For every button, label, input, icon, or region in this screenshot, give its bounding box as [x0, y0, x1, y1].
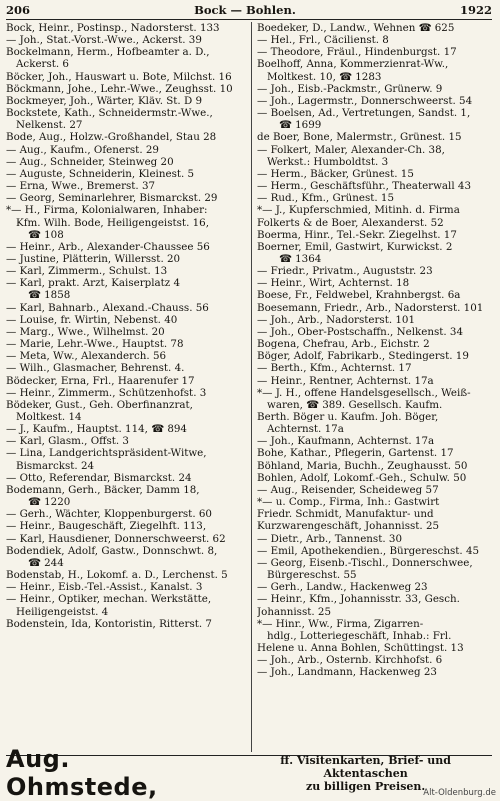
directory-entry: Bockstete, Kath., Schneidermstr.-Wwe.,	[6, 107, 213, 120]
directory-entry: Bodenstein, Ida, Kontoristin, Ritterst. 7	[6, 617, 212, 630]
directory-entry: Bodendiek, Adolf, Gastw., Donnschwt. 8,	[6, 544, 218, 557]
directory-entry: Bockelmann, Herm., Hofbeamter a. D.,	[6, 46, 210, 59]
directory-entry: — J., Kaufm., Hauptst. 114, ☎ 894	[6, 423, 187, 436]
directory-entry: — Louise, fr. Wirtin, Nebenst. 40	[6, 313, 178, 326]
directory-entry: — Heinr., Kfm., Johannisstr. 33, Gesch.	[257, 593, 460, 606]
directory-entry: — Heinr., Baugeschäft, Ziegelhft. 113,	[6, 520, 207, 533]
directory-entry: ☎ 1858	[28, 289, 71, 302]
directory-entry: — Lina, Landgerichtspräsident-Witwe,	[6, 447, 207, 460]
directory-entry: Kfm. Wilh. Bode, Heiligengeistst. 16,	[16, 216, 209, 229]
directory-entry: Böckmann, Johe., Lehr.-Wwe., Zeughsst. 10	[6, 82, 233, 95]
year: 1922	[459, 3, 492, 17]
directory-entry: ☎ 108	[28, 228, 64, 241]
directory-entry: Johannisst. 25	[257, 605, 332, 618]
directory-entry: Bodenstab, H., Lokomf. a. D., Lerchenst. 5	[6, 569, 228, 582]
directory-entry: Berth. Böger u. Kaufm. Joh. Böger,	[257, 411, 439, 423]
directory-entry: — Gerh., Wächter, Kloppenburgerst. 60	[6, 508, 212, 521]
directory-entry: — Berth., Kfm., Achternst. 17	[257, 362, 412, 375]
directory-entry: — Heinr., Optiker, mechan. Werkstätte,	[6, 593, 212, 606]
directory-entry: — Joh., Ober-Postschaffn., Nelkenst. 34	[257, 325, 464, 338]
directory-entry: — Joh., Arb., Nadorsterst. 101	[257, 313, 416, 326]
directory-entry: — Boelsen, Ad., Vertretungen, Sandst. 1,	[257, 107, 471, 120]
directory-entry: — Gerh., Landw., Hackenweg 23	[257, 581, 428, 594]
directory-entry: Heiligengeistst. 4	[16, 605, 109, 618]
directory-entry: Boerma, Hinr., Tel.-Sekr. Ziegelhst. 17	[257, 228, 457, 241]
directory-entry: Folkerts & de Boer, Alexanderst. 52	[257, 216, 444, 229]
directory-entry: Bockmeyer, Joh., Wärter, Kläv. St. D 9	[6, 94, 203, 107]
directory-entry: Böcker, Joh., Hauswart u. Bote, Milchst. 16	[6, 70, 232, 83]
directory-entry: Boesemann, Friedr., Arb., Nadorsterst. 101	[257, 301, 484, 314]
directory-entry: — Aug., Reisender, Scheideweg 57	[257, 483, 439, 496]
directory-entry: *— J., Kupferschmied, Mitinh. d. Firma	[257, 204, 460, 217]
directory-entry: — Joh., Eisb.-Packmstr., Grünerw. 9	[257, 82, 443, 95]
directory-entry: Bohe, Kathar., Pflegerin, Gartenst. 17	[257, 447, 454, 460]
directory-entry: Moltkest. 14	[16, 411, 82, 423]
directory-entry: — Otto, Referendar, Bismarckst. 24	[6, 471, 192, 484]
directory-entry: — Karl, Hausdiener, Donnerschweerst. 62	[6, 532, 226, 545]
directory-entry: Bode, Aug., Holzw.-Großhandel, Stau 28	[6, 131, 217, 144]
page-header	[6, 3, 492, 18]
directory-entry: waren, ☎ 389. Gesellsch. Kaufm.	[267, 398, 443, 411]
directory-entry: Böhland, Maria, Buchh., Zeughausst. 50	[257, 459, 468, 472]
directory-entry: — Friedr., Privatm., Auguststr. 23	[257, 265, 433, 278]
directory-entry: — Hel., Frl., Cäcilienst. 8	[257, 34, 389, 47]
directory-entry: — Joh., Lagermstr., Donnerschweerst. 54	[257, 94, 473, 107]
directory-entry: ☎ 244	[28, 556, 64, 569]
directory-entry: — Marg., Wwe., Wilhelmst. 20	[6, 325, 165, 338]
directory-entry: Bismarckst. 24	[16, 459, 95, 472]
directory-entry: ☎ 1699	[279, 119, 322, 132]
directory-entry: — Heinr., Arb., Alexander-Chaussee 56	[6, 240, 210, 253]
directory-entry: — Rud., Kfm., Grünest. 15	[257, 192, 395, 205]
directory-entry: Boelhoff, Anna, Kommerzienrat-Ww.,	[257, 58, 449, 71]
directory-entry: — Theodore, Fräul., Hindenburgst. 17	[257, 46, 457, 59]
directory-entry: Bödecker, Erna, Frl., Haarenufer 17	[6, 374, 195, 387]
directory-entry: Kurzwarengeschäft, Johannisst. 25	[257, 520, 440, 533]
directory-entry: — Joh., Kaufmann, Achternst. 17a	[257, 435, 435, 448]
directory-entry: *— J. H., offene Handelsgesellsch., Weiß-	[257, 386, 471, 399]
directory-entry: Werkst.: Humboldtst. 3	[267, 155, 389, 168]
directory-entry: ☎ 1220	[28, 496, 71, 509]
directory-entry: Bock, Heinr., Postinsp., Nadorsterst. 133	[6, 22, 220, 34]
directory-entry: — Marie, Lehr.-Wwe., Hauptst. 78	[6, 338, 184, 351]
directory-entry: Bodemann, Gerh., Bäcker, Damm 18,	[6, 483, 200, 496]
ad-tagline-line1: ff. Visitenkarten, Brief- und Aktentaschen	[280, 753, 451, 780]
directory-entry: — Heinr., Rentner, Achternst. 17a	[257, 374, 434, 387]
running-head: Bock — Bohlen.	[194, 3, 296, 17]
directory-entry: — Herm., Geschäftsführ., Theaterwall 43	[257, 180, 472, 193]
directory-entry: Bödeker, Gust., Geh. Oberfinanzrat,	[6, 398, 193, 411]
directory-entry: Boedeker, D., Landw., Wehnen ☎ 625	[257, 22, 455, 34]
page-number: 206	[6, 3, 31, 17]
directory-entry: Bürgereschst. 55	[267, 569, 357, 582]
directory-entry: hdlg., Lotteriegeschäft, Inhab.: Frl.	[267, 629, 452, 642]
directory-entry: *— H., Firma, Kolonialwaren, Inhaber:	[6, 204, 208, 217]
right-column	[257, 22, 495, 678]
directory-entry: ☎ 1364	[279, 252, 322, 265]
directory-entry: — Karl, Glasm., Offst. 3	[6, 435, 129, 448]
directory-entry: — Joh., Arb., Osternb. Kirchhofst. 6	[257, 654, 443, 667]
directory-entry: Bohlen, Adolf, Lokomf.-Geh., Schulw. 50	[257, 471, 467, 484]
watermark: Alt-Oldenburg.de	[423, 788, 496, 798]
ad-brand: Aug. Ohmstede,	[6, 745, 158, 801]
directory-entry: *— u. Comp., Firma, Inh.: Gastwirt	[257, 496, 440, 509]
directory-entry: — Karl, Zimmerm., Schulst. 13	[6, 265, 168, 278]
directory-entry: — Herm., Bäcker, Grünest. 15	[257, 167, 414, 180]
directory-entry: Boese, Fr., Feldwebel, Krahnbergst. 6a	[257, 289, 461, 302]
directory-entry: Friedr. Schmidt, Manufaktur- und	[257, 508, 434, 521]
directory-entry: — Aug., Schneider, Steinweg 20	[6, 155, 174, 168]
directory-entry: — Dietr., Arb., Tannenst. 30	[257, 532, 402, 545]
directory-entry: Moltkest. 10, ☎ 1283	[267, 70, 382, 83]
directory-entry: Böger, Adolf, Fabrikarb., Stedingerst. 19	[257, 350, 469, 363]
directory-entry: — Heinr., Zimmerm., Schützenhofst. 3	[6, 386, 207, 399]
ad-tagline	[239, 754, 492, 793]
directory-entry: — Erna, Wwe., Bremerst. 37	[6, 180, 156, 193]
directory-entry: Bogena, Chefrau, Arb., Eichstr. 2	[257, 338, 430, 351]
directory-entry: — Karl, prakt. Arzt, Kaiserplatz 4	[6, 277, 181, 290]
directory-entry: Achternst. 17a	[267, 423, 344, 436]
directory-entry: — Folkert, Maler, Alexander-Ch. 38,	[257, 143, 445, 156]
directory-entry: — Karl, Bahnarb., Alexand.-Chauss. 56	[6, 301, 209, 314]
directory-entry: — Justine, Plätterin, Willersst. 20	[6, 252, 181, 265]
header-rule	[6, 19, 492, 20]
directory-entry: — Meta, Ww., Alexanderch. 56	[6, 350, 167, 363]
directory-entry: Helene u. Anna Bohlen, Schüttingst. 13	[257, 641, 464, 654]
directory-entry: de Boer, Bone, Malermstr., Grünest. 15	[257, 131, 462, 144]
directory-entry: — Wilh., Glasmacher, Behrenst. 4.	[6, 362, 185, 375]
directory-entry: — Heinr., Wirt, Achternst. 18	[257, 277, 410, 290]
directory-entry: Ackerst. 6	[16, 58, 69, 71]
directory-entry: — Heinr., Eisb.-Tel.-Assist., Kanalst. 3	[6, 581, 203, 594]
directory-entry: — Joh., Landmann, Hackenweg 23	[257, 666, 437, 679]
directory-entry: — Aug., Kaufm., Ofenerst. 29	[6, 143, 159, 156]
directory-entry: — Auguste, Schneiderin, Kleinest. 5	[6, 167, 195, 180]
directory-entry: — Joh., Stat.-Vorst.-Wwe., Ackerst. 39	[6, 34, 202, 47]
ad-tagline-line2: zu billigen Preisen.	[305, 779, 426, 793]
directory-entry: Boerner, Emil, Gastwirt, Kurwickst. 2	[257, 240, 453, 253]
directory-entry: *— Hinr., Ww., Firma, Zigarren-	[257, 617, 424, 630]
left-column	[6, 22, 250, 630]
directory-entry: Nelkenst. 27	[16, 119, 83, 132]
directory-entry: — Georg, Eisenb.-Tischl., Donnerschwee,	[257, 556, 473, 569]
directory-entry: — Georg, Seminarlehrer, Bismarckst. 29	[6, 192, 218, 205]
directory-entry: — Emil, Apothekendien., Bürgereschst. 45	[257, 544, 480, 557]
column-separator	[251, 22, 252, 752]
